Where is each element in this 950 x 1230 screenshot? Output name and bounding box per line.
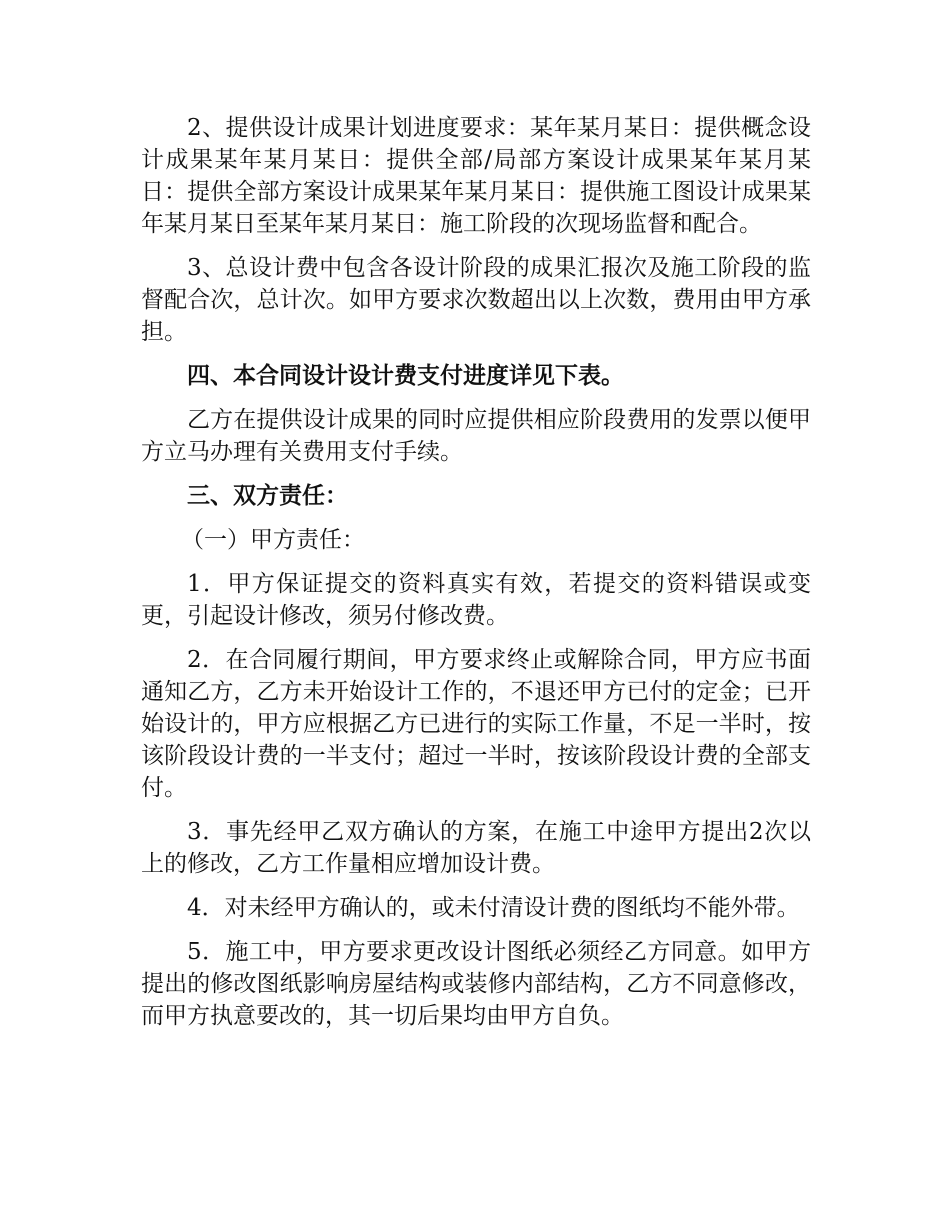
subheading-party-a: （一）甲方责任： [181, 527, 365, 553]
paragraph-invoice: 乙方在提供设计成果的同时应提供相应阶段费用的发票以便甲方立马办理有关费用支付手续。 [141, 407, 811, 465]
section-heading-responsibilities: 三、双方责任： [187, 482, 348, 509]
list-item-1: 1．甲方保证提交的资料真实有效，若提交的资料错误或变更，引起设计修改，须另付修改费。 [141, 571, 811, 629]
list-item-5: 5．施工中，甲方要求更改设计图纸必须经乙方同意。如甲方提出的修改图纸影响房屋结构或装修内部结构，乙方不同意修改，而甲方执意要改的，其一切后果均由甲方自负。 [141, 939, 811, 1029]
document-page [141, 112, 811, 1044]
list-item-2: 2．在合同履行期间，甲方要求终止或解除合同，甲方应书面通知乙方，乙方未开始设计工作的，不退还甲方已付的定金；已开始设计的，甲方应根据乙方已进行的实际工作量，不足一半时，按该阶段设计费的一半支付；超过一半时，按该阶段设计费的全部支付。 [141, 647, 811, 801]
paragraph-design-fee-scope: 3、总设计费中包含各设计阶段的成果汇报次及施工阶段的监督配合次，总计次。如甲方要求次数超出以上次数，费用由甲方承担。 [141, 255, 811, 345]
section-heading-payment: 四、本合同设计设计费支付进度详见下表。 [187, 362, 624, 389]
list-item-3: 3．事先经甲乙双方确认的方案，在施工中途甲方提出2次以上的修改，乙方工作量相应增加设计费。 [141, 819, 811, 877]
list-item-4: 4．对未经甲方确认的，或未付清设计费的图纸均不能外带。 [187, 895, 800, 921]
paragraph-design-schedule: 2、提供设计成果计划进度要求：某年某月某日：提供概念设计成果某年某月某日：提供全部/局部方案设计成果某年某月某日：提供全部方案设计成果某年某月某日：提供施工图设计成果某年某月某日至某年某月某日：施工阶段的次现场监督和配合。 [141, 115, 811, 237]
